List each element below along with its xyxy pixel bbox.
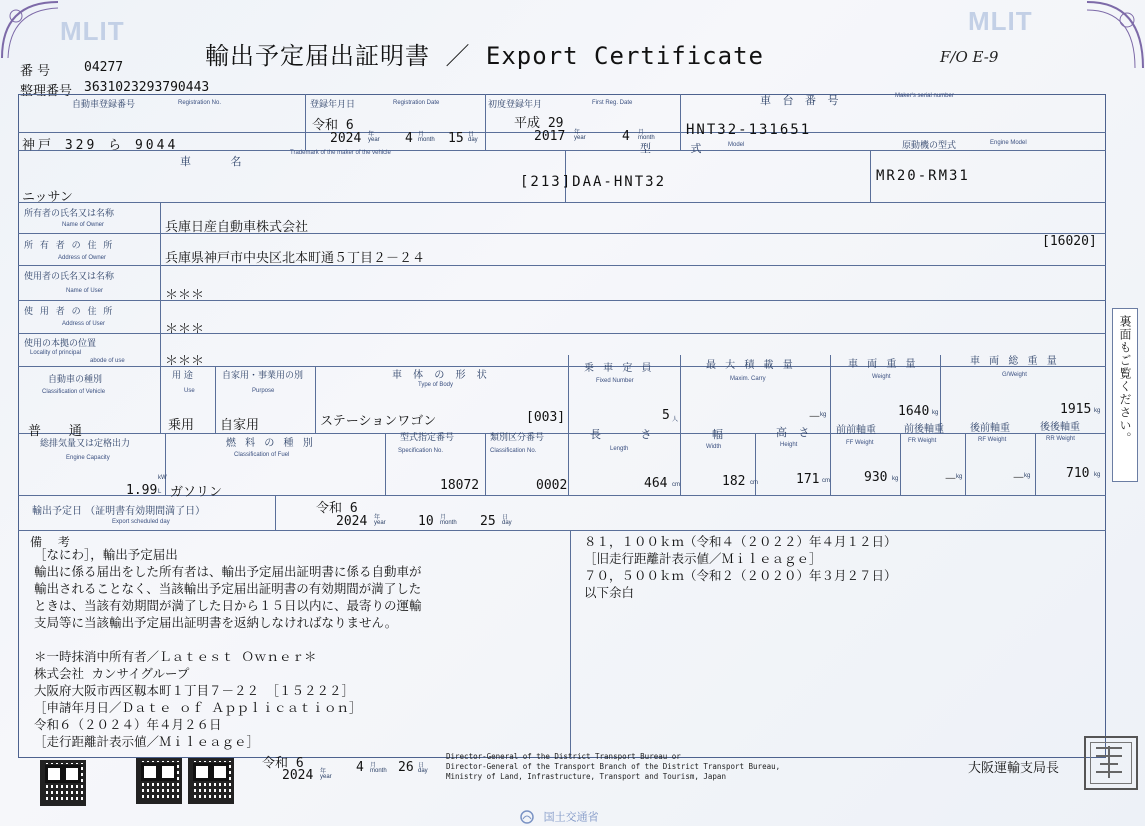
user-addr-en: Address of User (62, 321, 106, 327)
remarks-left (34, 546, 422, 750)
handwritten-note: F/O E-9 (940, 48, 999, 66)
remarks-right-line: 以下余白 (584, 585, 635, 600)
spec-no-label: 型式指定番号 (400, 433, 455, 443)
serial-label: 車 台 番 号 (760, 94, 843, 107)
official-seal (1084, 736, 1138, 790)
class-no-en: Classification No. (490, 448, 537, 454)
director-line: Director-General of the Transport Branch of the District Transport Bureau, (446, 762, 781, 771)
fuel-value: ガソリン (170, 485, 223, 500)
serial-en: Maker's serial number (895, 93, 954, 99)
trademark-en: Trademark of the maker of the vehicle (290, 150, 391, 156)
owner-addr-label: 所 有 者 の 住 所 (24, 241, 115, 251)
engine-label: 原動機の型式 (902, 141, 957, 151)
remarks-left-line: ＊一時抹消中所有者／Ｌａｔｅｓｔ Ｏｗｎｅｒ＊ (34, 649, 317, 664)
ministry-mark (520, 806, 599, 825)
corner-ornament-top-right (1085, 0, 1145, 70)
fuel-label: 燃 料 の 種 別 (226, 438, 316, 449)
user-base-en1: Locality of principal (30, 350, 82, 356)
certificate-title: 輸出予定届出証明書 ／ Export Certificate (205, 42, 764, 70)
rr-weight-label: 後後軸重 (1040, 422, 1080, 433)
first-reg-en: First Reg. Date (592, 100, 633, 106)
remarks-left-line (34, 631, 422, 648)
side-note-box (1112, 308, 1138, 482)
remarks-right-line: ７０，５００ｋｍ（令和２（２０２０）年３月２７日） (584, 568, 897, 583)
issue-date-day: 26 (398, 760, 414, 775)
width-label: 幅 (712, 428, 723, 441)
reg-date-en: Registration Date (393, 100, 440, 106)
remarks-right-line: ［旧走行距離計表示値／Ｍｉｌｅａｇｅ］ (584, 551, 822, 566)
fr-weight-en: FR Weight (908, 438, 937, 444)
capacity-en: Engine Capacity (66, 455, 110, 461)
reg-no-en: Registration No. (178, 100, 222, 106)
reg-no-label: 自動車登録番号 (72, 100, 136, 110)
rf-weight-value: － (1012, 471, 1026, 486)
qr-code-1 (40, 760, 86, 806)
body-type-label: 車 体 の 形 状 (392, 370, 491, 381)
ref-label: 整理番号 (20, 84, 73, 99)
user-base-label: 使用の本拠の位置 (24, 339, 97, 349)
fixed-number-label: 乗 車 定 員 (584, 363, 655, 374)
remarks-right-line: ８１，１００ｋｍ（令和４（２０２２）年４月１２日） (584, 534, 897, 549)
first-reg-year: 2017 (534, 129, 566, 144)
export-date-label: 輸出予定日 （証明書有効期間満了日） (32, 506, 206, 517)
export-date-en: Export scheduled day (112, 519, 170, 525)
owner-name-label: 所有者の氏名又は名称 (24, 209, 115, 219)
gross-weight-label: 車 両 総 重 量 (970, 356, 1060, 367)
qr-code-2 (136, 758, 182, 804)
remarks-left-line: ときは、当該有効期間が満了した日から１５日以内に、最寄りの運輸 (34, 598, 422, 613)
body-type-value: ステーションワゴン (320, 414, 437, 429)
rf-weight-label: 後前軸重 (970, 423, 1010, 434)
user-addr-value: ＊＊＊ (165, 322, 205, 337)
reg-date-label: 登録年月日 (310, 100, 356, 110)
model-value: [213]DAA-HNT32 (520, 174, 667, 190)
max-carry-en: Maxim. Carry (730, 376, 766, 382)
gross-weight-value: 1915 (1060, 402, 1092, 417)
capacity-label: 総排気量又は定格出力 (40, 439, 131, 449)
body-type-en: Type of Body (418, 382, 454, 388)
weight-label: 車 両 重 量 (848, 359, 919, 370)
reg-no-value: 神戸 329 ら 9044 (22, 138, 179, 153)
ministry-name: 国土交通省 (543, 810, 599, 824)
length-value: 464 (644, 476, 668, 491)
user-base-value: ＊＊＊ (165, 354, 205, 369)
reg-date-era: 令和 6 (312, 118, 354, 133)
rr-weight-value: 710 (1066, 466, 1090, 481)
body-type-code: [003] (526, 410, 566, 425)
remarks-left-line: ［走行距離計表示値／Ｍｉｌｅａｇｅ］ (34, 734, 260, 749)
remarks-right (584, 533, 897, 601)
purpose-value: 自家用 (220, 418, 260, 433)
model-label: 型 式 (640, 142, 720, 155)
export-certificate: MLIT MLIT 輸出予定届出証明書 ／ Export Certificate F/O E-9 番 号 04277 整理番号 3631023293790443 自動車登録番号 Registration No. 神戸 329 ら 9044 登録年月日 Registration Date 令和 6 2024 年 year 4 月 month 15 日 day 初度登録年月 First Reg. Date 平成 29 2017 年 year 4 月 month 車 台 番 号 Maker's serial number HNT32-131651 車 名 Trademark of the maker of the vehicle ニッサン 型 式 Model [213]DAA-HNT32 原動機の型式 Engine Model MR20-RM31 所有者の氏名又は名称 Name of Owner 兵庫日産自動車株式会社 所 有 者 の 住 所 Address of Owner 兵庫県神戸市中央区北本町通５丁目２－２４ [16020] 使用者の氏名又は名称 Name of User ＊＊＊ 使 用 者 の 住 所 Address of User ＊＊＊ 使用の本拠の位置 Locality of principal abode of use ＊＊＊ 自動車の種別 Classification of Vehicle 普 通 用 途 Use 乗用 自家用・事業用の別 Purpose 自家用 車 体 の 形 状 Type of Body ステーションワゴン [003] 乗 車 定 員 Fixed Number 5 人 最 大 積 載 量 Maxim. Carry － kg 車 両 重 量 Weight 1640 kg 車 両 総 重 量 G/Weight 1915 kg 総排気量又は定格出力 Engine Capacity 1.99 kW L 燃 料 の 種 別 Classification of Fuel ガソリン 型式指定番号 Specification No. 18072 類別区分番号 Classification No. 0002 長 さ Length 464 cm 幅 Width 182 cm 高 さ Height 171 cm 前前軸重 FF Weight 930 kg 前後軸重 FR Weight － kg 後前軸重 RF Weight － kg 後後軸重 RR Weight 710 kg 輸出予定日 （証明書有効期間満了日） Export scheduled day 令和 6 2024 年 year 10 月 month 25 日 day 備 考 ［なにわ］，輸出予定届出 輸出に係る届出をした所有者は、輸出予定届出証明書に係る自動車が 輸出されることなく、当該輸出予定届出証明書の有効期間が満了した ときは、当該有効期間が満了した日から１５日以内に、最寄りの運輸 支局等に当該輸出予定届出証明書を返納しなければなりません。 ＊一時抹消中所有者／Ｌａｔｅｓｔ Ｏｗｎｅｒ＊ 株式会社 カンサイグループ 大阪府大阪市西区靱本町１丁目７－２２ ［１５２２２］ ［申請年月日／Ｄａｔｅ ｏｆ Ａｐｐｌｉｃａｔｉｏｎ］ 令和６（２０２４）年４月２６日 ［走行距離計表示値／Ｍｉｌｅａｇｅ］ ８１，１００ｋｍ（令和４（２０２２）年４月１２日） ［旧走行距離計表示値／Ｍｉｌｅａｇｅ］ ７０，５００ｋｍ（令和２（２０２０）年３月２７日） 以下余白 裏面もご覧ください。 令和 6 2024 年 year 4 月 month 26 日 day Director-General of the District Transport Bureau or Director-General of the Transport Branch of the District Transport Bureau, Ministry of Land, Infrastructure, Transport and Tourism, Japan 大阪運輸支局長 国土交通省 (0, 0, 1145, 826)
length-label: 長 さ (590, 428, 670, 441)
ff-weight-value: 930 (864, 470, 888, 485)
first-reg-era: 平成 29 (514, 116, 564, 131)
trademark-label: 車 名 (180, 155, 260, 168)
number-value: 04277 (84, 60, 124, 75)
capacity-value: 1.99 (126, 483, 158, 498)
reg-date-year: 2024 (330, 131, 362, 146)
weight-value: 1640 (898, 404, 930, 419)
mlit-logo-right: MLIT (968, 6, 1033, 36)
engine-value: MR20-RM31 (876, 168, 970, 184)
rr-weight-en: RR Weight (1046, 436, 1075, 442)
side-note: 裏面もご覧ください。 (1118, 315, 1132, 445)
mlit-logo-left: MLIT (60, 16, 125, 46)
fuel-en: Classification of Fuel (234, 452, 290, 458)
width-value: 182 (722, 474, 746, 489)
remarks-left-line: ［なにわ］，輸出予定届出 (34, 547, 178, 562)
max-carry-label: 最 大 積 載 量 (706, 360, 796, 371)
purpose-label: 自家用・事業用の別 (222, 371, 304, 381)
fixed-number-en: Fixed Number (596, 378, 634, 384)
remarks-left-line: 大阪府大阪市西区靱本町１丁目７－２２ ［１５２２２］ (34, 683, 355, 698)
trademark-value: ニッサン (22, 190, 73, 205)
purpose-en: Purpose (252, 388, 275, 394)
rf-weight-en: RF Weight (978, 437, 1007, 443)
serial-value: HNT32-131651 (686, 122, 812, 138)
height-value: 171 (796, 472, 820, 487)
qr-code-3 (188, 758, 234, 804)
class-no-value: 0002 (536, 478, 568, 493)
reg-date-month: 4 (405, 131, 413, 146)
fr-weight-label: 前後軸重 (904, 424, 944, 435)
user-name-value: ＊＊＊ (165, 288, 205, 303)
director-line: Director-General of the District Transport Bureau or (446, 752, 681, 761)
use-en: Use (184, 388, 195, 394)
max-carry-value: － (808, 410, 822, 425)
user-name-label: 使用者の氏名又は名称 (24, 272, 115, 282)
number-label: 番 号 (20, 64, 51, 79)
export-date-day: 25 (480, 514, 496, 529)
height-en: Height (780, 442, 798, 448)
gross-weight-en: G/Weight (1002, 372, 1027, 378)
export-date-era: 令和 6 (316, 501, 358, 516)
export-date-year: 2024 (336, 514, 368, 529)
user-name-en: Name of User (66, 288, 104, 294)
owner-addr-value: 兵庫県神戸市中央区北本町通５丁目２－２４ (165, 251, 426, 266)
remarks-left-line: ［申請年月日／Ｄａｔｅ ｏｆ Ａｐｐｌｉｃａｔｉｏｎ］ (34, 700, 362, 715)
remarks-left-line: 支局等に当該輸出予定届出証明書を返納しなければなりません。 (34, 615, 398, 630)
vehicle-class-label: 自動車の種別 (48, 375, 103, 385)
weight-en: Weight (872, 374, 891, 380)
remarks-label: 備 考 (30, 535, 76, 549)
ref-value: 3631023293790443 (84, 80, 210, 95)
use-label: 用 途 (172, 371, 193, 381)
issue-date-month: 4 (356, 760, 364, 775)
first-reg-month: 4 (622, 129, 630, 144)
remarks-left-line: 令和６（２０２４）年４月２６日 (34, 717, 222, 732)
remarks-left-line: 株式会社 カンサイグループ (34, 666, 190, 681)
ministry-logo-icon (520, 810, 534, 824)
director-line: Ministry of Land, Infrastructure, Transport and Tourism, Japan (446, 772, 726, 781)
director-text (446, 752, 780, 782)
spec-no-en: Specification No. (398, 448, 444, 454)
first-reg-label: 初度登録年月 (488, 100, 543, 110)
length-en: Length (610, 446, 629, 452)
spec-no-value: 18072 (440, 478, 480, 493)
corner-ornament-top-left (0, 0, 60, 60)
model-en: Model (728, 142, 745, 148)
owner-addr-code: [16020] (1042, 234, 1097, 249)
reg-date-day: 15 (448, 131, 464, 146)
issue-date-era: 令和 6 (262, 756, 304, 771)
owner-name-en: Name of Owner (62, 222, 105, 228)
owner-name-value: 兵庫日産自動車株式会社 (165, 220, 309, 235)
engine-en: Engine Model (990, 140, 1027, 146)
ff-weight-en: FF Weight (846, 440, 874, 446)
width-en: Width (706, 444, 722, 450)
vehicle-class-en: Classification of Vehicle (42, 389, 106, 395)
ff-weight-label: 前前軸重 (836, 425, 876, 436)
issuer-name: 大阪運輸支局長 (968, 761, 1060, 776)
user-base-en2: abode of use (90, 358, 125, 364)
class-no-label: 類別区分番号 (490, 433, 545, 443)
use-value: 乗用 (168, 418, 195, 433)
remarks-left-line: 輸出されることなく、当該輸出予定届出証明書の有効期間が満了した (34, 581, 422, 596)
user-addr-label: 使 用 者 の 住 所 (24, 307, 115, 317)
owner-addr-en: Address of Owner (58, 255, 107, 261)
remarks-left-line: 輸出に係る届出をした所有者は、輸出予定届出証明書に係る自動車が (34, 564, 422, 579)
fixed-number-value: 5 (662, 408, 670, 423)
vehicle-class-value: 普 通 (28, 424, 92, 439)
issue-date-year: 2024 (282, 768, 314, 783)
export-date-month: 10 (418, 514, 434, 529)
fr-weight-value: － (944, 472, 958, 487)
height-label: 高 さ (776, 426, 814, 439)
